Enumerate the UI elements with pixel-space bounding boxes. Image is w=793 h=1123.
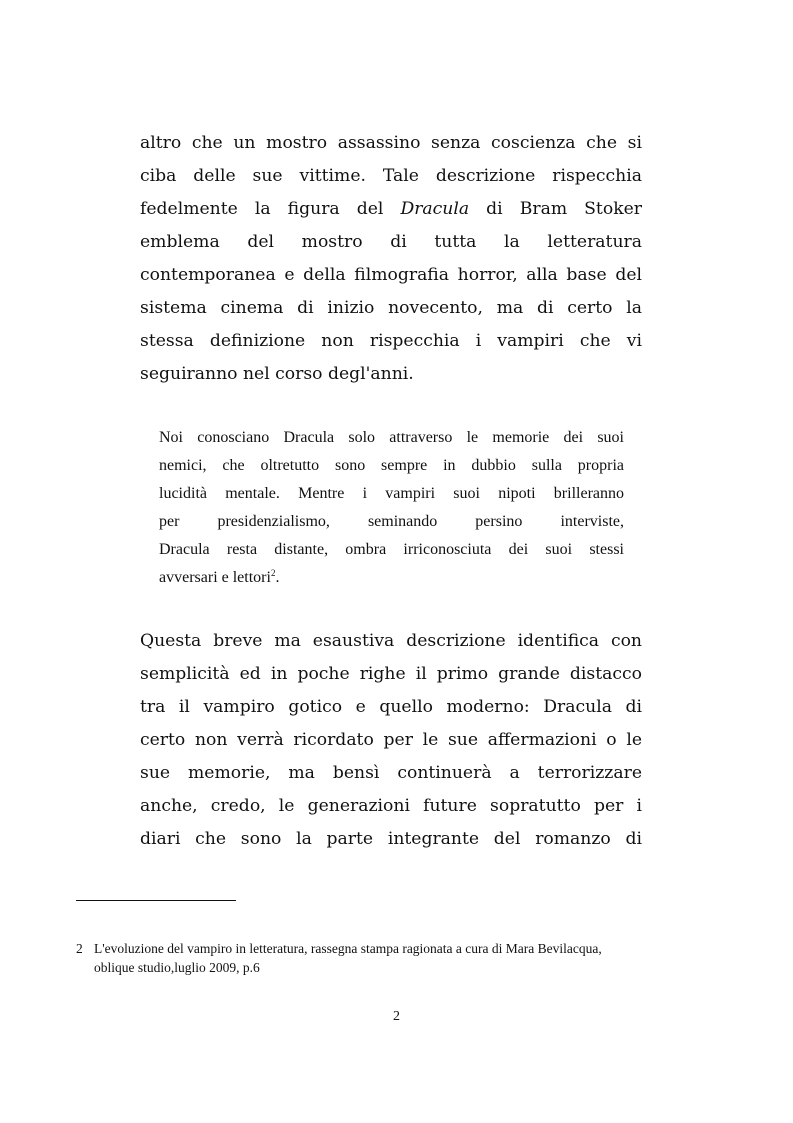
quote-line: Dracula resta distante, ombra irriconosciuta dei suoi stessi bbox=[159, 541, 624, 558]
text-line: emblema del mostro di tutta la letteratura bbox=[140, 232, 642, 252]
italic-title-dracula: Dracula bbox=[400, 199, 470, 219]
quote-line bbox=[159, 564, 624, 592]
text-line: semplicità ed in poche righe il primo grande distacco bbox=[140, 664, 642, 684]
text-line: contemporanea e della filmografia horror, alla base del bbox=[140, 265, 642, 285]
text-line: seguiranno nel corso degl'anni. bbox=[140, 364, 414, 384]
text-line: stessa definizione non rispecchia i vampiri che vi bbox=[140, 331, 642, 351]
text-line: sue memorie, ma bensì continuerà a terrorizzare bbox=[140, 763, 642, 783]
quote-line: nemici, che oltretutto sono sempre in dubbio sulla propria bbox=[159, 457, 624, 474]
footnote-number: 2 bbox=[76, 941, 83, 956]
text-line: ciba delle sue vittime. Tale descrizione rispecchia bbox=[140, 166, 642, 186]
text-run: avversari e lettori bbox=[159, 569, 271, 586]
text-line: anche, credo, le generazioni future sopratutto per i bbox=[140, 796, 642, 816]
footnote-line: L'evoluzione del vampiro in letteratura, rassegna stampa ragionata a cura di Mara Bevilacqua, bbox=[94, 941, 602, 956]
text-line: diari che sono la parte integrante del romanzo di bbox=[140, 829, 642, 849]
text-line: certo non verrà ricordato per le sue affermazioni o le bbox=[140, 730, 642, 750]
block-quote bbox=[159, 424, 624, 592]
quote-line: Noi conosciano Dracula solo attraverso le memorie dei suoi bbox=[159, 429, 624, 446]
text-line: tra il vampiro gotico e quello moderno: Dracula di bbox=[140, 697, 642, 717]
text-line: Questa breve ma esaustiva descrizione identifica con bbox=[140, 631, 642, 651]
text-line: altro che un mostro assassino senza coscienza che si bbox=[140, 133, 642, 153]
quote-line: lucidità mentale. Mentre i vampiri suoi nipoti brilleranno bbox=[159, 485, 624, 502]
text-line bbox=[140, 193, 642, 226]
quote-line: per presidenzialismo, seminando persino interviste, bbox=[159, 513, 624, 530]
footnote-reference[interactable]: 2 bbox=[270, 568, 276, 578]
body-paragraph-2 bbox=[140, 625, 642, 856]
text-run: . bbox=[275, 569, 280, 586]
footnote-text bbox=[94, 939, 724, 977]
page-number: 2 bbox=[393, 1009, 400, 1024]
body-paragraph-1 bbox=[140, 127, 642, 391]
text-run: di Bram Stoker bbox=[469, 199, 642, 219]
footnote-separator bbox=[76, 900, 236, 901]
text-run: fedelmente la figura del bbox=[140, 199, 401, 219]
text-line: sistema cinema di inizio novecento, ma di certo la bbox=[140, 298, 642, 318]
footnote-line: oblique studio,luglio 2009, p.6 bbox=[94, 960, 260, 975]
